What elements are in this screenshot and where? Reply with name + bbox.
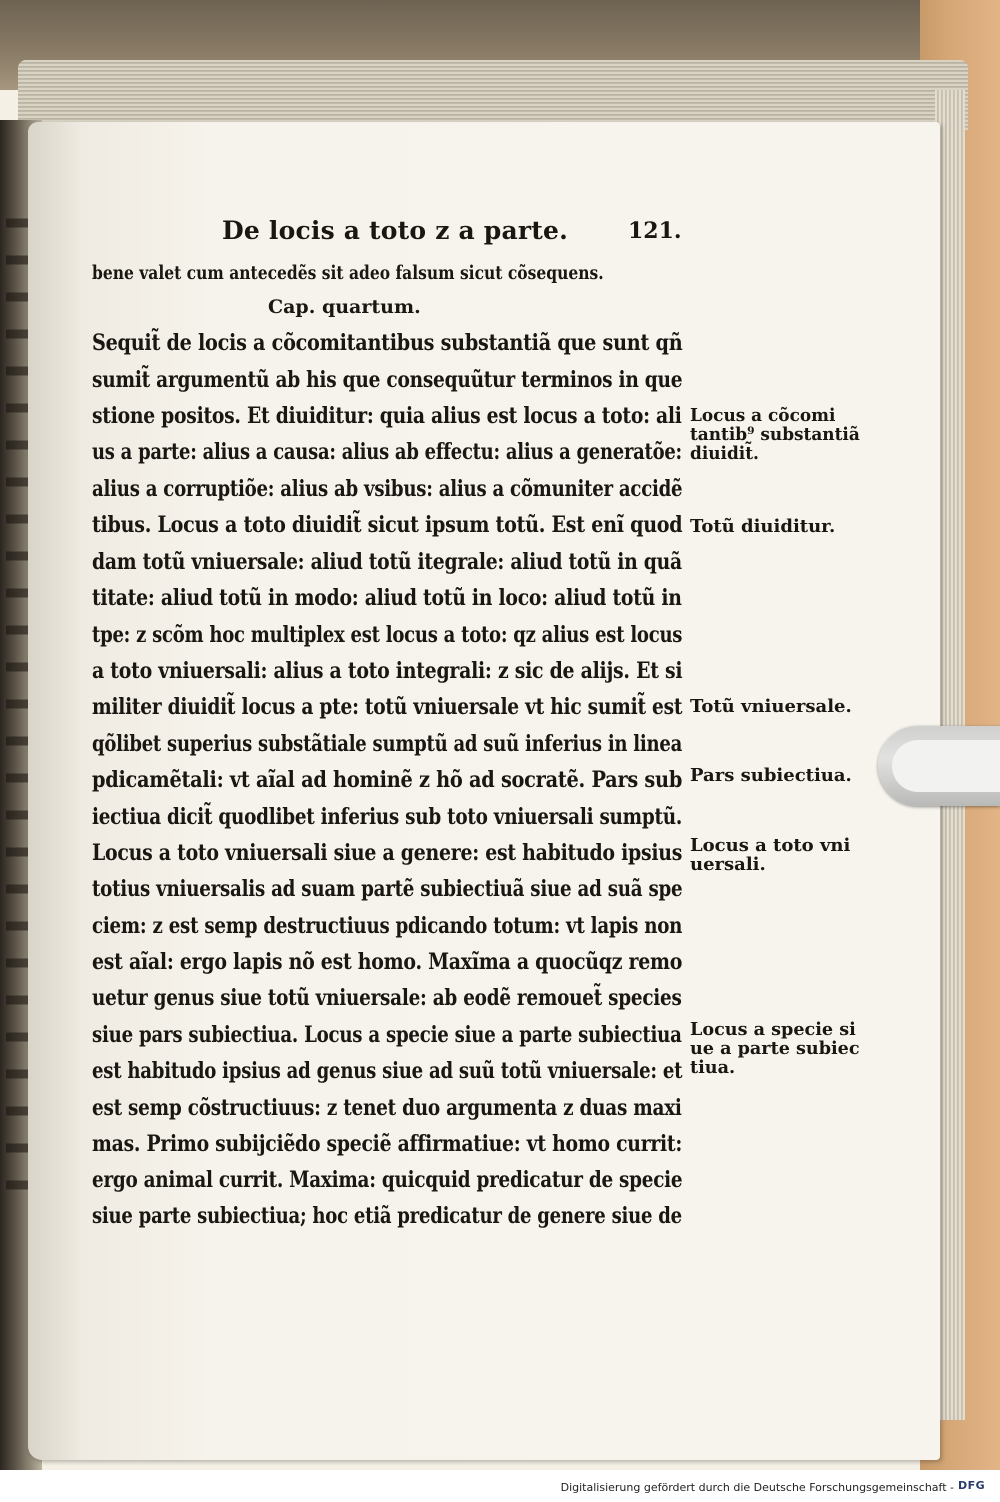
text-line: militer diuidit̃ locus a pte: totũ vniuersale vt hic sumit̃ est [92,694,683,720]
marginal-note [690,766,852,785]
text-line: a toto vniuersali: alius a toto integrali: z sic de alijs. Et si [92,658,683,684]
marginal-note [690,406,871,463]
marginal-note-line: Locus a cõcomi [690,405,836,426]
text-line: us a parte: alius a causa: alius ab effectu: alius a generatõe: [92,439,682,465]
marginal-note-line: Locus a toto vni [690,835,851,856]
text-line: ciem: z est semp destructiuus pdicando totum: vt lapis non [92,913,683,939]
text-line: stione positos. Et diuiditur: quia alius est locus a toto: ali [92,403,682,429]
text-line: iectiua dicit̃ quodlibet inferius sub toto vniuersali sumptũ. [92,804,682,830]
text-line: dam totũ vniuersale: aliud totũ itegrale: aliud totũ in quã [92,549,682,575]
dfg-logo: DFG [958,1479,986,1492]
carryover-line: bene valet cum antecedẽs sit adeo falsum sicut cõsequens. [92,262,604,284]
marginal-note-line: ue a parte subiec [690,1038,860,1059]
text-line: siue pars subiectiua. Locus a specie siue a parte subiectiua [92,1022,682,1048]
marginal-note [690,836,850,874]
marginal-note [690,517,835,536]
bookmark-clip-inner [892,740,1000,792]
text-line: uetur genus siue totũ vniuersale: ab eodẽ remouet̃ species [92,985,682,1011]
text-line: siue parte subiectiua; hoc etiã predicatur de genere siue de [92,1203,682,1229]
text-line: Sequit̃ de locis a cõcomitantibus substantiã que sunt qñ [92,330,683,356]
marginal-note-line: tiua. [690,1057,736,1078]
marginal-note-line: diuidit̃. [690,443,759,464]
text-line: ergo animal currit. Maxima: quicquid predicatur de specie [92,1167,683,1193]
text-line: tpe: z scõm hoc multiplex est locus a toto: qz alius est locus [92,622,683,648]
marginal-note-line: tantib⁹ substantiã [690,424,860,445]
text-line: alius a corruptiõe: alius ab vsibus: alius a cõmuniter accidẽ [92,476,683,502]
text-line: titate: aliud totũ in modo: aliud totũ in loco: aliud totũ in [92,585,682,611]
page-edges-top [18,60,968,130]
text-line: Locus a toto vniuersali siue a genere: est habitudo ipsius [92,840,683,866]
chapter-heading: Cap. quartum. [268,296,421,318]
marginal-note-line: uersali. [690,854,766,875]
marginal-note [690,1020,864,1077]
footer-credit: Digitalisierung gefördert durch die Deutsche Forschungsgemeinschaft - [560,1481,954,1494]
marginal-note-line: Totũ diuiditur. [690,516,836,537]
folio-number: 121. [628,218,682,244]
text-line: mas. Primo subijciẽdo speciẽ affirmatiue: vt homo currit: [92,1131,683,1157]
marginal-note-line: Totũ vniuersale. [690,696,852,717]
text-line: pdicamẽtali: vt aĩal ad hominẽ z hõ ad socratẽ. Pars sub [92,767,683,793]
marginal-note-line: Locus a specie si [690,1019,856,1040]
text-line: totius vniuersalis ad suam partẽ subiectiuã siue ad suã spe [92,876,683,902]
running-head: De locis a toto z a parte. [222,216,569,245]
footer-bar [0,1470,1000,1502]
text-line: est aĩal: ergo lapis nõ est homo. Maxĩma a quocũqz remo [92,949,683,975]
text-line: est habitudo ipsius ad genus siue ad suũ totũ vniuersale: et [92,1058,683,1084]
marginal-note [690,697,852,716]
text-line: tibus. Locus a toto diuidit̃ sicut ipsum totũ. Est enĩ quod [92,512,683,538]
marginal-note-line: Pars subiectiua. [690,765,852,786]
text-line: est semp cõstructiuus: z tenet duo argumenta z duas maxi [92,1095,682,1121]
text-line: qõlibet superius substãtiale sumptũ ad suũ inferius in linea [92,731,683,757]
text-line: sumit̃ argumentũ ab his que consequũtur terminos in que [92,367,683,393]
